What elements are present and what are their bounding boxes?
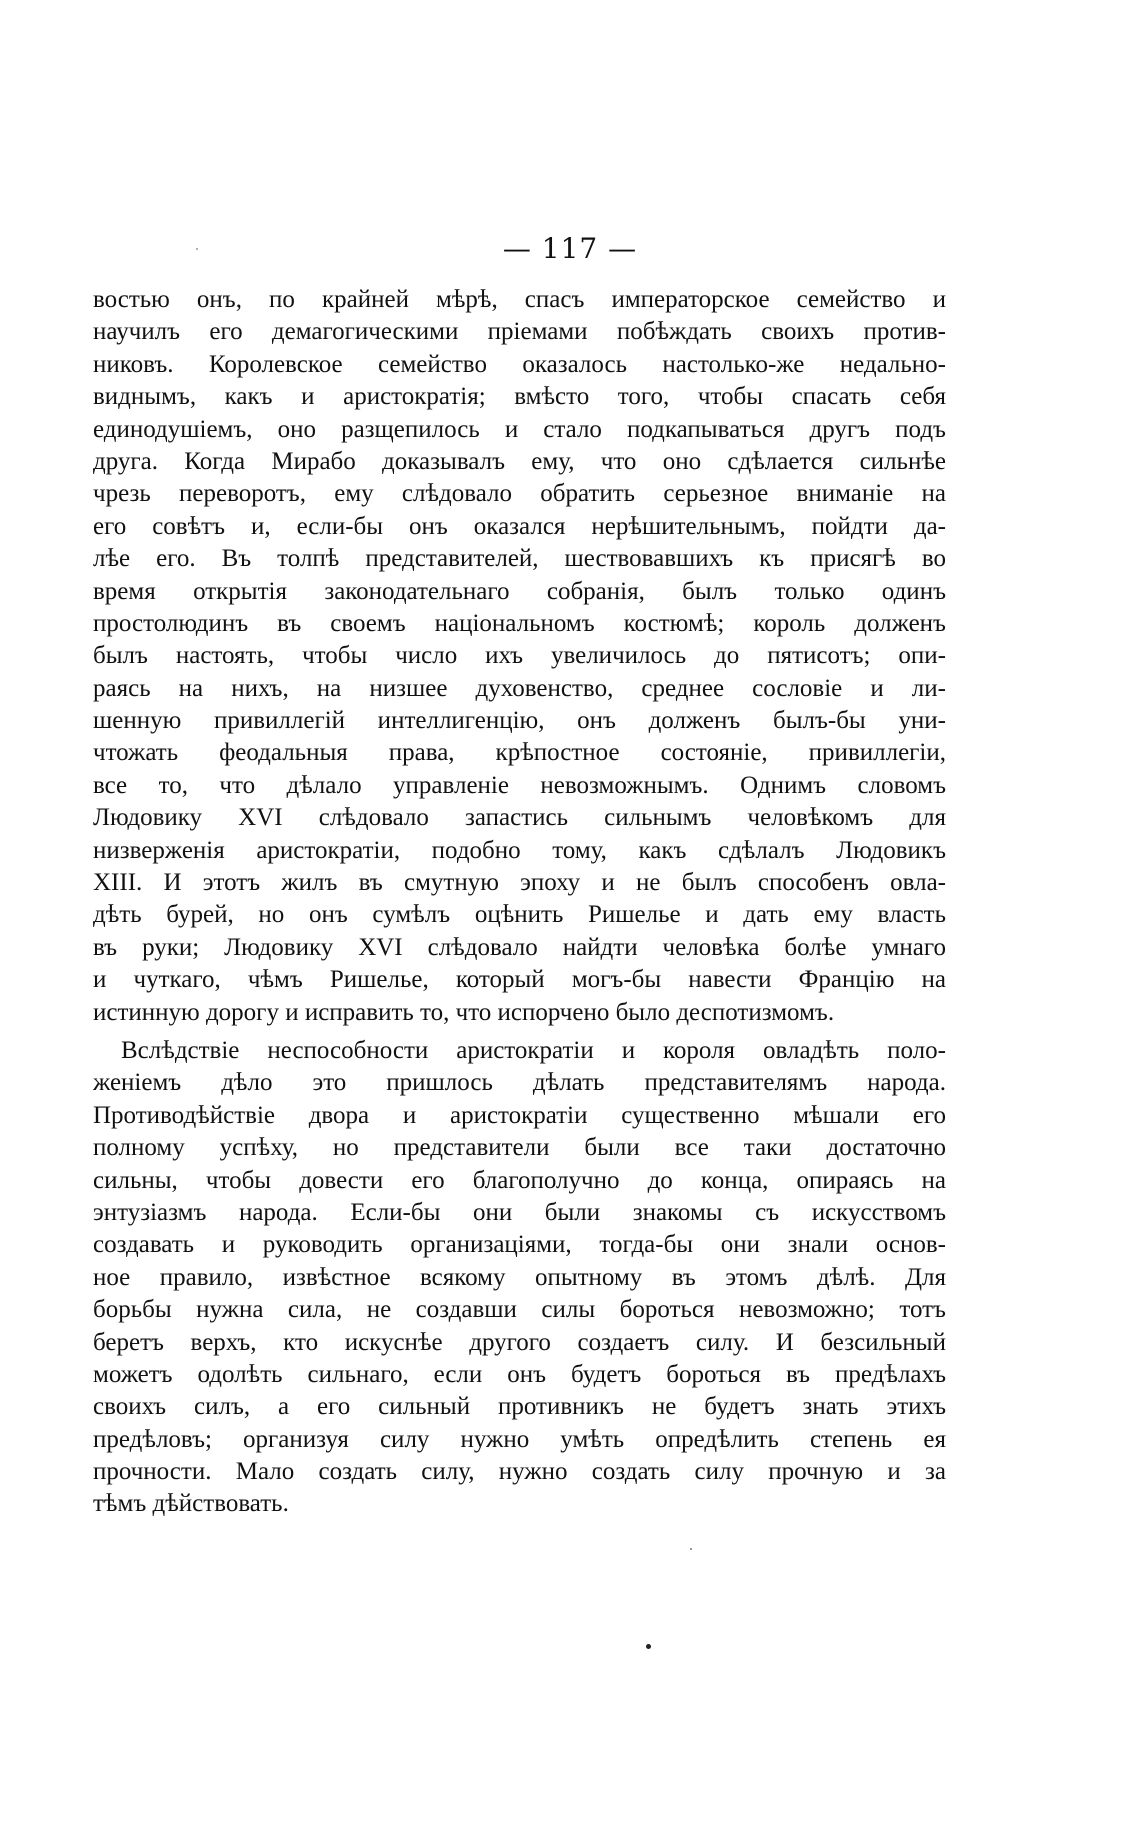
- text-line: его совѣтъ и, если-бы онъ оказался нерѣшительнымъ, пойдти да-: [93, 512, 946, 540]
- text-line: тѣмъ дѣйствовать.: [93, 1490, 289, 1518]
- text-line: все то, что дѣлало управленіе невозможнымъ. Однимъ словомъ: [93, 771, 946, 799]
- body-text: [93, 284, 946, 1521]
- text-line: Людовику XVI слѣдовало запастись сильнымъ человѣкомъ для: [93, 804, 946, 832]
- text-line: беретъ верхъ, кто искуснѣе другого создаетъ силу. И безсильный: [93, 1328, 946, 1356]
- text-line: въ руки; Людовику XVI слѣдовало найдти человѣка болѣе умнаго: [93, 933, 946, 961]
- text-line: создавать и руководить организаціями, тогда-бы они знали основ-: [93, 1231, 946, 1259]
- paragraph-1: [93, 284, 946, 1029]
- text-line: можетъ одолѣть сильнаго, если онъ будетъ бороться въ предѣлахъ: [93, 1360, 946, 1388]
- text-line: былъ настоять, чтобы число ихъ увеличилось до пятисотъ; опи-: [93, 642, 946, 670]
- text-line: чтожать феодальныя права, крѣпостное состояніе, привиллегіи,: [93, 739, 946, 767]
- text-line: шенную привиллегій интеллигенцію, онъ долженъ былъ-бы уни-: [93, 707, 946, 735]
- text-line: простолюдинъ въ своемъ національномъ костюмѣ; король долженъ: [93, 609, 946, 637]
- text-line: полному успѣху, но представители были все таки достаточно: [93, 1134, 946, 1162]
- text-line: чрезь переворотъ, ему слѣдовало обратить серьезное вниманіе на: [93, 480, 946, 508]
- text-line: истинную дорогу и исправить то, что испорчено было деспотизмомъ.: [93, 998, 835, 1026]
- text-line: Вслѣдствіе неспособности аристократіи и короля овладѣть поло-: [121, 1036, 946, 1064]
- text-line: время открытія законодательнаго собранія, былъ только одинъ: [93, 577, 946, 605]
- text-line: дѣть бурей, но онъ сумѣлъ оцѣнить Ришелье и дать ему власть: [93, 901, 946, 929]
- ink-speck: [646, 1644, 651, 1649]
- text-line: сильны, чтобы довести его благополучно до конца, опираясь на: [93, 1166, 946, 1194]
- text-line: друга. Когда Мирабо доказывалъ ему, что оно сдѣлается сильнѣе: [93, 447, 946, 475]
- text-line: никовъ. Королевское семейство оказалось настолько-же недально-: [93, 350, 946, 378]
- ink-speck: [196, 248, 198, 250]
- text-line: единодушіемъ, оно разщепилось и стало подкапываться другъ подъ: [93, 415, 946, 443]
- text-line: борьбы нужна сила, не создавши силы бороться невозможно; тотъ: [93, 1296, 946, 1324]
- text-line: виднымъ, какъ и аристократія; вмѣсто того, чтобы спасать себя: [93, 383, 946, 411]
- paragraph-2: [93, 1035, 946, 1521]
- ink-speck: [690, 1548, 692, 1550]
- text-line: своихъ силъ, а его сильный противникъ не будетъ знать этихъ: [93, 1393, 946, 1421]
- text-line: женіемъ дѣло это пришлось дѣлать представителямъ народа.: [93, 1069, 946, 1097]
- text-line: XIII. И этотъ жилъ въ смутную эпоху и не былъ способенъ овла-: [93, 869, 946, 897]
- page-number: — 117 —: [502, 232, 638, 265]
- text-line: раясь на нихъ, на низшее духовенство, среднее сословіе и ли-: [93, 674, 946, 702]
- text-line: прочности. Мало создать силу, нужно создать силу прочную и за: [93, 1458, 946, 1486]
- text-line: научилъ его демагогическими пріемами побѣждать своихъ против-: [93, 318, 946, 346]
- text-line: предѣловъ; организуя силу нужно умѣть опредѣлить степень ея: [93, 1425, 946, 1453]
- text-line: лѣе его. Въ толпѣ представителей, шествовавшихъ къ присягѣ во: [93, 545, 946, 573]
- text-line: востью онъ, по крайней мѣрѣ, спасъ императорское семейство и: [93, 286, 946, 313]
- text-line: энтузіазмъ народа. Если-бы они были знакомы съ искусствомъ: [93, 1198, 946, 1226]
- text-line: и чуткаго, чѣмъ Ришелье, который могъ-бы навести Францію на: [93, 966, 946, 994]
- text-line: ное правило, извѣстное всякому опытному въ этомъ дѣлѣ. Для: [93, 1263, 946, 1291]
- text-line: Противодѣйствіе двора и аристократіи существенно мѣшали его: [93, 1101, 946, 1129]
- text-line: низверженія аристократіи, подобно тому, какъ сдѣлалъ Людовикъ: [93, 836, 946, 864]
